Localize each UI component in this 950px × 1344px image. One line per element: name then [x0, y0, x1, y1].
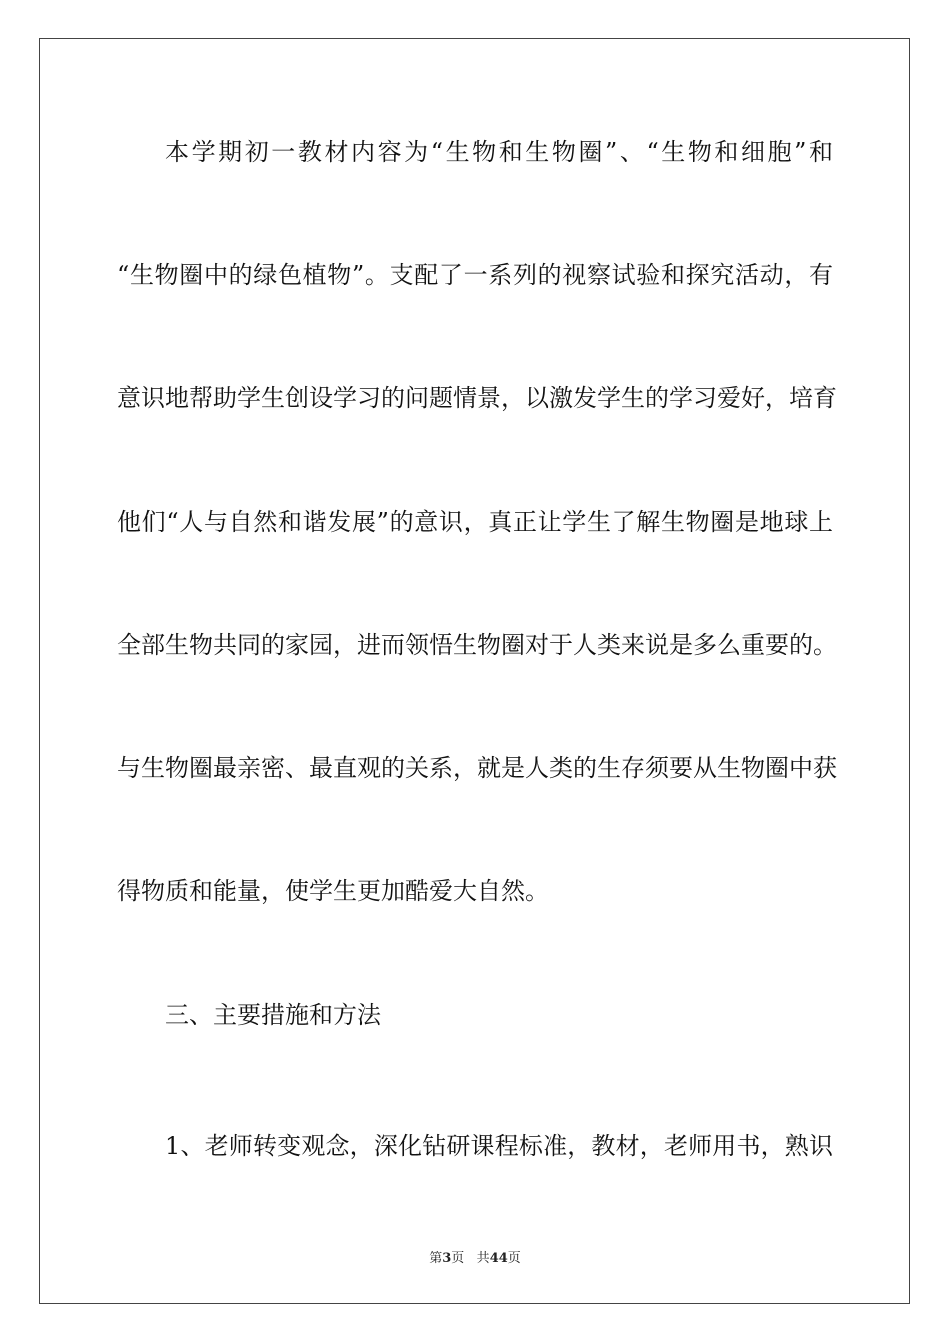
paragraph-line-3: 意识地帮助学生创设学习的问题情景，以激发学生的学习爱好，培育	[117, 384, 837, 412]
total-pages: 44	[489, 1251, 508, 1266]
paragraph-line-1: 本学期初一教材内容为“生物和生物圈”、“生物和细胞”和	[165, 138, 833, 166]
total-prefix: 共	[476, 1251, 490, 1266]
paragraph-line-2: “生物圈中的绿色植物”。支配了一系列的视察试验和探究活动，有	[117, 261, 833, 289]
page-suffix: 页	[451, 1251, 465, 1266]
paragraph-line-4: 他们“人与自然和谐发展”的意识，真正让学生了解生物圈是地球上	[117, 508, 833, 536]
list-item-1: 1、老师转变观念，深化钻研课程标准，教材，老师用书，熟识	[165, 1132, 833, 1160]
paragraph-line-5: 全部生物共同的家园，进而领悟生物圈对于人类来说是多么重要的。	[117, 631, 837, 659]
section-heading: 三、主要措施和方法	[165, 1001, 381, 1029]
total-suffix: 页	[507, 1251, 521, 1266]
paragraph-line-6: 与生物圈最亲密、最直观的关系，就是人类的生存须要从生物圈中获	[117, 754, 837, 782]
page-number: 3	[442, 1251, 452, 1266]
page-frame	[39, 38, 910, 1304]
page-prefix: 第	[429, 1251, 443, 1266]
paragraph-line-7: 得物质和能量，使学生更加酷爱大自然。	[117, 877, 549, 905]
page-footer	[0, 1247, 950, 1266]
